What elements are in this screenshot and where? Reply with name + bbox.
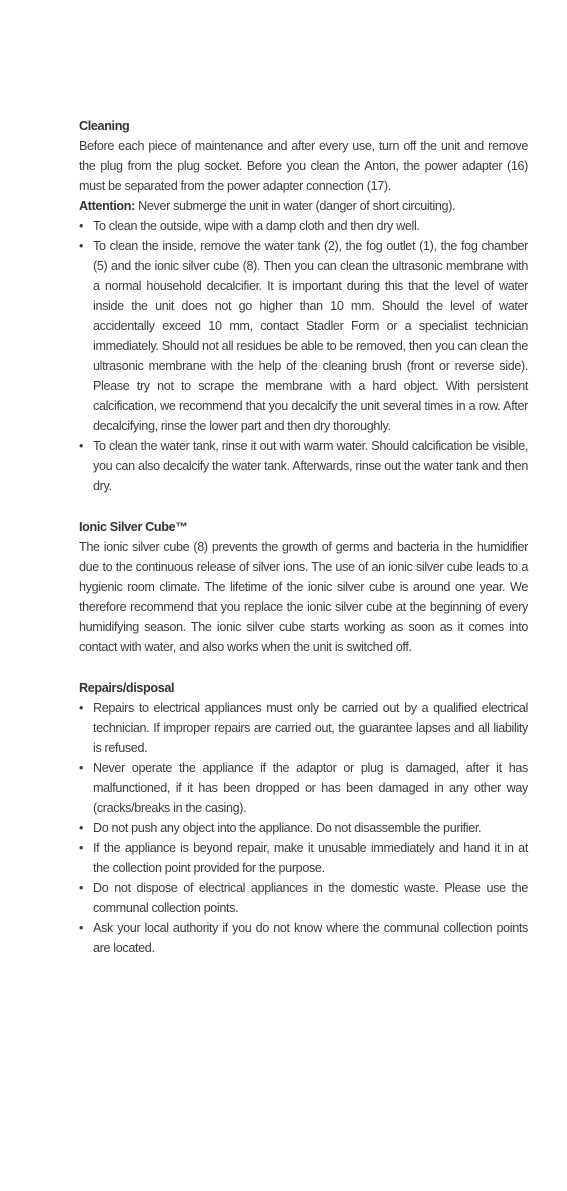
cleaning-intro: Before each piece of maintenance and after every use, turn off the unit and remove the plug from the plug socket. Before you clean the Anton, the power adapter (16) must be separated from the power adapter connection (17). (79, 139, 528, 193)
cleaning-list (79, 216, 528, 496)
list-item (79, 818, 528, 838)
list-item (79, 236, 528, 436)
list-item (79, 216, 528, 236)
list-item-text: Repairs to electrical appliances must only be carried out by a qualified electrical technician. If improper repairs are carried out, the guarantee lapses and all liability is refused. (93, 701, 528, 755)
list-item-text: Ask your local authority if you do not know where the communal collection points are located. (93, 921, 528, 955)
cleaning-heading: Cleaning (79, 119, 130, 133)
list-item (79, 838, 528, 878)
list-item (79, 878, 528, 918)
list-item (79, 758, 528, 818)
bullet-icon: • (79, 219, 84, 233)
list-item-text: Do not dispose of electrical appliances in the domestic waste. Please use the communal collection points. (93, 881, 528, 915)
bullet-icon: • (79, 761, 84, 775)
bullet-icon: • (79, 239, 84, 253)
bullet-icon: • (79, 701, 84, 715)
cleaning-attention (79, 196, 528, 216)
cleaning-section (79, 115, 528, 496)
section-spacer (79, 657, 528, 677)
section-spacer (79, 496, 528, 516)
list-item (79, 698, 528, 758)
list-item-text: To clean the water tank, rinse it out with warm water. Should calcification be visible, you can also decalcify the water tank. Afterwards, rinse out the water tank and then dry. (93, 439, 528, 493)
list-item-text: Never operate the appliance if the adaptor or plug is damaged, after it has malfunctioned, if it has been dropped or has been damaged in any other way (cracks/breaks in the casing). (93, 761, 528, 815)
ionic-heading: Ionic Silver Cube™ (79, 520, 188, 534)
ionic-section (79, 516, 528, 657)
manual-page (79, 115, 528, 958)
bullet-icon: • (79, 921, 84, 935)
bullet-icon: • (79, 881, 84, 895)
bullet-icon: • (79, 841, 84, 855)
list-item (79, 436, 528, 496)
repairs-section (79, 677, 528, 958)
list-item-text: Do not push any object into the appliance. Do not disassemble the purifier. (93, 821, 482, 835)
list-item-text: If the appliance is beyond repair, make it unusable immediately and hand it in at the collection point provided for the purpose. (93, 841, 528, 875)
list-item-text: To clean the inside, remove the water tank (2), the fog outlet (1), the fog chamber (5) and the ionic silver cube (8). Then you can clean the ultrasonic membrane with a normal household decalcifier. It is important during this that the level of water inside the unit does not go higher than 10 mm. Should the level of water accidentally exceed 10 mm, contact Stadler Form or a specialist technician immediately. Should not all residues be able to be removed, then you can clean the ultrasonic membrane with the help of the cleaning brush (front or reverse side). Please try not to scrape the membrane with a hard object. With persistent calcification, we recommend that you decalcify the unit several times in a row. After decalcifying, rinse the lower part and then dry thoroughly. (93, 239, 528, 433)
list-item-text: To clean the outside, wipe with a damp cloth and then dry well. (93, 219, 420, 233)
attention-label: Attention: (79, 199, 135, 213)
list-item (79, 918, 528, 958)
bullet-icon: • (79, 821, 84, 835)
ionic-text: The ionic silver cube (8) prevents the growth of germs and bacteria in the humidifier due to the continuous release of silver ions. The use of an ionic silver cube leads to a hygienic room climate. The lifetime of the ionic silver cube is around one year. We therefore recommend that you replace the ionic silver cube at the beginning of every humidifying season. The ionic silver cube starts working as soon as it comes into contact with water, and also works when the unit is switched off. (79, 540, 528, 654)
bullet-icon: • (79, 439, 84, 453)
repairs-list (79, 698, 528, 958)
repairs-heading: Repairs/disposal (79, 681, 175, 695)
attention-text: Never submerge the unit in water (danger of short circuiting). (134, 199, 456, 213)
